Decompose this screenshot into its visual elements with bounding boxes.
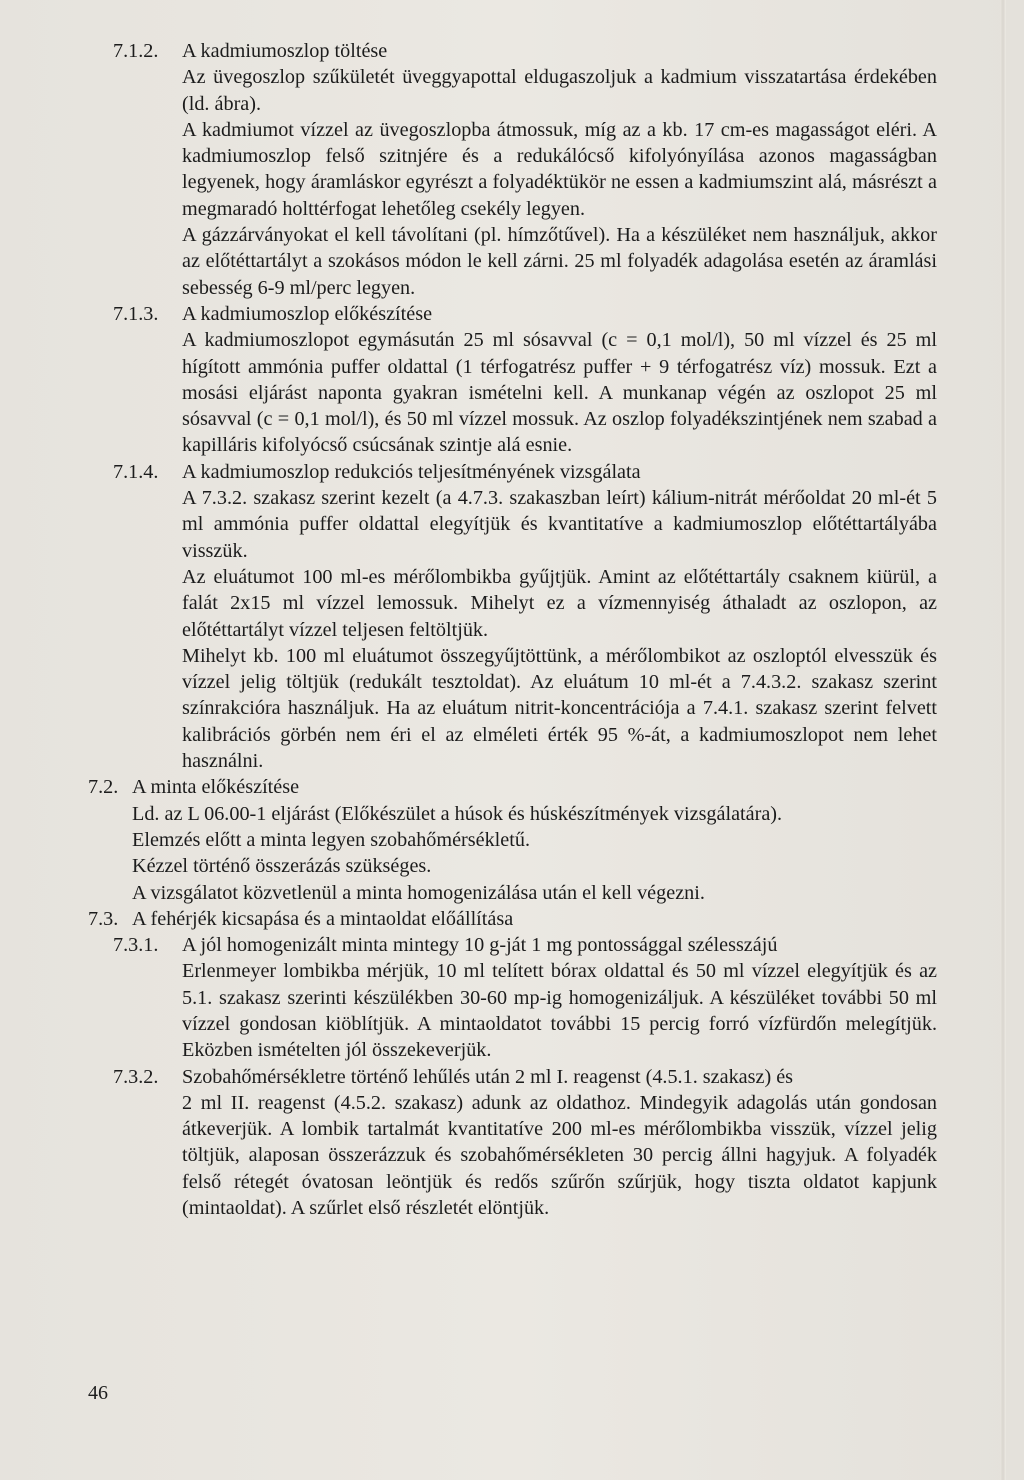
paragraph: Az üvegoszlop szűkületét üveggyapottal eldugaszoljuk a kadmium visszatartása érdekében (ld. ábra). xyxy=(182,66,937,115)
paragraph: Ld. az L 06.00-1 eljárást (Előkészület a húsok és húskészítmények vizsgálatára). xyxy=(132,802,783,825)
section-heading-7-3-2 xyxy=(0,1064,1000,1090)
paragraph: Kézzel történő összerázás szükséges. xyxy=(132,855,432,878)
section-title: A fehérjék kicsapása és a mintaoldat előállítása xyxy=(132,907,514,930)
page-edge-shadow xyxy=(1000,0,1006,1480)
paragraph: A kadmiumot vízzel az üvegoszlopba átmossuk, míg az a kb. 17 cm-es magasságot eléri. A kadmiumoszlop felső szitnjére és a redukálócső kifolyónyílása azonos magasságban legyenek, hogy áramláskor egyrészt a folyadéktükör ne essen a kadmiumszint alá, másrészt a megmaradó holttérfogat lehetőleg csekély legyen. xyxy=(182,118,937,220)
page-content xyxy=(0,38,1000,1221)
section-number: 7.1.2. xyxy=(113,40,159,62)
section-title: A minta előkészítése xyxy=(132,776,300,799)
paragraph: Az eluátumot 100 ml-es mérőlombikba gyűjtjük. Amint az előtéttartály csaknem kiürül, a falát 2x15 ml vízzel lemossuk. Mihelyt ez a vízmennyiség áthaladt az oszlopon, az előtéttartályt vízzel teljesen feltöltjük. xyxy=(182,565,937,641)
paragraph: Erlenmeyer lombikba mérjük, 10 ml telített bórax oldattal és 50 ml vízzel elegyítjük és az 5.1. szakasz szerinti készülékben 30-60 mp-ig homogenizáljuk. A készüléket további 50 ml vízzel gondosan kiöblítjük. A mintaoldatot további 15 percig forró vízfürdőn melegítjük. Eközben ismételten jól összekeverjük. xyxy=(182,960,937,1062)
section-heading-7-1-4 xyxy=(0,459,1000,485)
paragraph: A gázzárványokat el kell távolítani (pl. hímzőtűvel). Ha a készüléket nem használjuk, akkor az előtéttartályt a szokásos módon le kell zárni. 25 ml folyadék adagolása esetén az áramlási sebesség 6-9 ml/perc legyen. xyxy=(182,224,937,299)
page-number: 46 xyxy=(88,1382,108,1404)
section-title: A kadmiumoszlop redukciós teljesítményének vizsgálata xyxy=(182,460,641,483)
paragraph: A 7.3.2. szakasz szerint kezelt (a 4.7.3. szakaszban leírt) kálium-nitrát mérőoldat 20 ml-ét 5 ml ammónia puffer oldattal elegyítjük és kvantitatíve a kadmiumoszlop előtéttartályába visszük. xyxy=(182,487,937,562)
section-number: 7.3. xyxy=(88,907,119,930)
section-number: 7.1.3. xyxy=(113,302,159,325)
paragraph: Elemzés előtt a minta legyen szobahőmérsékletű. xyxy=(132,828,531,851)
paragraph: 2 ml II. reagenst (4.5.2. szakasz) adunk az oldathoz. Mindegyik adagolás után gondosan átkeverjük. A lombik tartalmát kvantitatíve 200 ml-es mérőlombikba visszük, vízzel jelig töltjük, alaposan összerázzuk és szobahőmérsékleten 30 percig állni hagyjuk. A folyadék felső rétegét óvatosan leöntjük és redős szűrőn szűrjük, hogy tiszta oldatot kapjunk (mintaoldat). A szűrlet első részletét elöntjük. xyxy=(182,1091,937,1220)
section-number: 7.3.1. xyxy=(113,934,159,957)
section-heading-7-2 xyxy=(0,774,1000,800)
section-heading-7-3 xyxy=(0,906,1000,932)
section-number: 7.1.4. xyxy=(113,460,159,483)
section-heading-7-3-1 xyxy=(0,932,1000,958)
paragraph: A kadmiumoszlopot egymásután 25 ml sósavval (c = 0,1 mol/l), 50 ml vízzel és 25 ml hígított ammónia puffer oldattal (1 térfogatrész puffer + 9 térfogatrész víz) mossuk. Ezt a mosási eljárást naponta gyakran ismételni kell. A munkanap végén az oszlopot 25 ml sósavval (c = 0,1 mol/l), és 50 ml vízzel mossuk. Az oszlop folyadékszintjének nem szabad a kapilláris kifolyócső csúcsának szintje alá esnie. xyxy=(182,329,937,457)
section-heading-7-1-2 xyxy=(0,38,1000,64)
paragraph-first-line: Szobahőmérsékletre történő lehűlés után 2 ml I. reagenst (4.5.1. szakasz) és xyxy=(182,1065,794,1088)
section-number: 7.3.2. xyxy=(113,1065,159,1088)
paragraph: A vizsgálatot közvetlenül a minta homogenizálása után el kell végezni. xyxy=(132,881,705,904)
section-heading-7-1-3 xyxy=(0,301,1000,327)
section-number: 7.2. xyxy=(88,776,119,799)
section-title: A kadmiumoszlop töltése xyxy=(182,40,388,62)
paragraph-first-line: A jól homogenizált minta mintegy 10 g-ját 1 mg pontossággal szélesszájú xyxy=(182,934,778,957)
section-title: A kadmiumoszlop előkészítése xyxy=(182,302,433,325)
paragraph: Mihelyt kb. 100 ml eluátumot összegyűjtöttünk, a mérőlombikot az oszloptól elvesszük és vízzel jelig töltjük (redukált tesztoldat). Az eluátum 10 ml-ét a 7.4.3.2. szakasz szerint színrakcióra használjuk. Ha az eluátum nitrit-koncentrációja a 7.4.1. szakasz szerint felvett kalibrációs görbén nem éri el az elméleti érték 95 %-át, a kadmiumoszlopot nem lehet használni. xyxy=(182,644,937,773)
